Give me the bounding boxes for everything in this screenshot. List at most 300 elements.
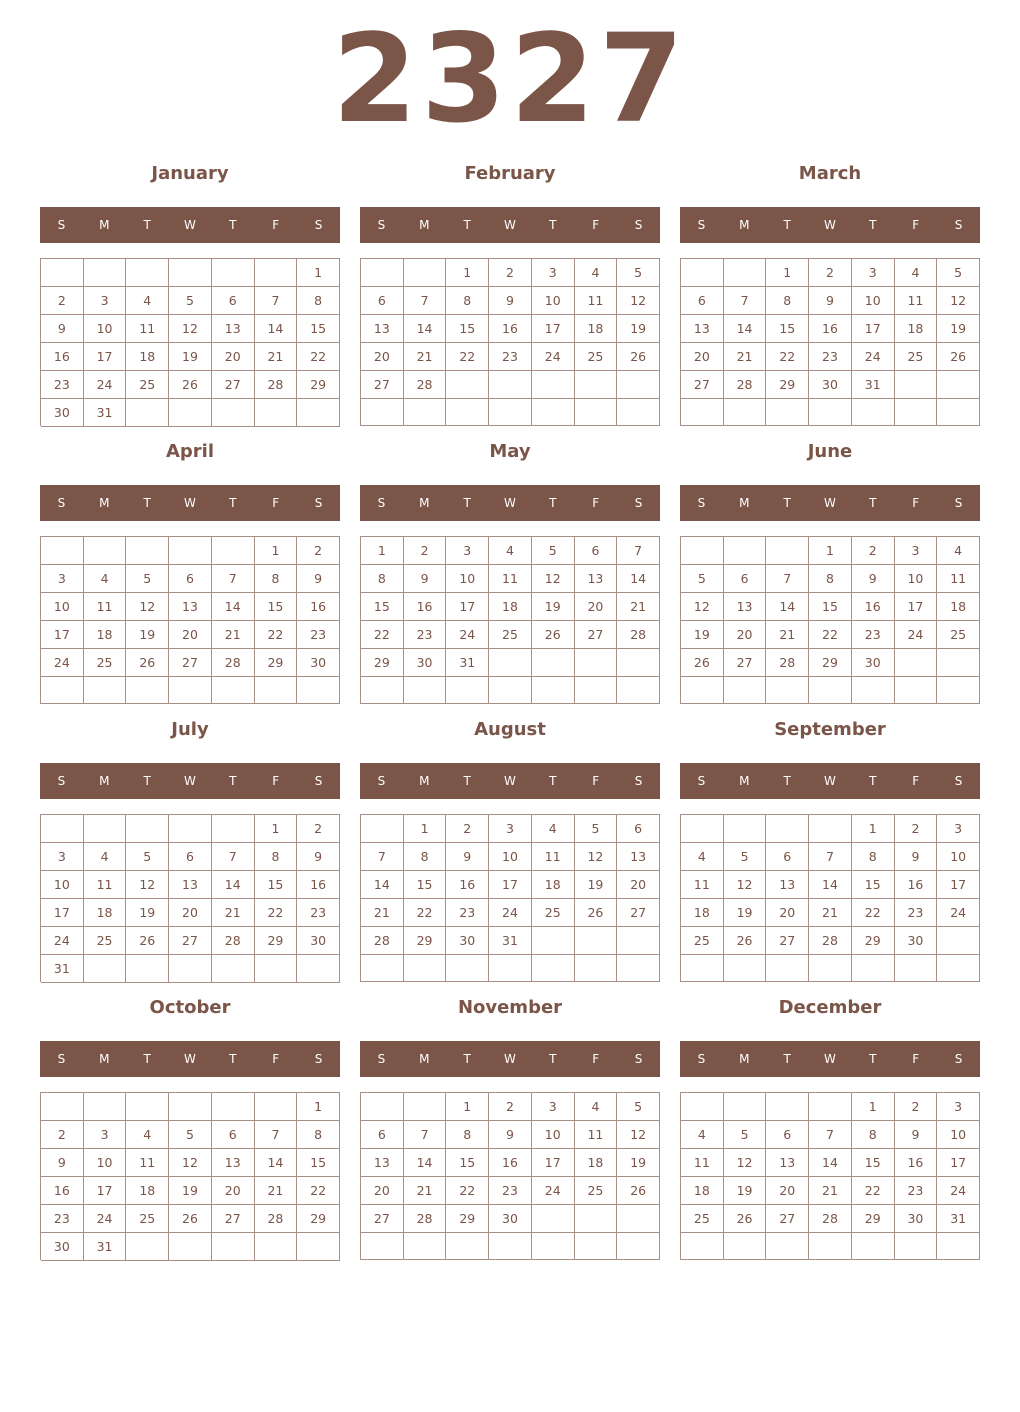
weekday-label: F	[592, 218, 600, 232]
empty-day-cell	[852, 1233, 895, 1260]
day-cell: 16	[41, 1177, 84, 1205]
weekday-label: M	[739, 774, 750, 788]
day-cell: 14	[404, 1149, 447, 1177]
day-cell: 1	[255, 815, 298, 843]
day-cell: 22	[446, 1177, 489, 1205]
day-cell: 19	[937, 315, 980, 343]
day-cell: 26	[532, 621, 575, 649]
day-cell: 8	[404, 843, 447, 871]
day-cell: 6	[617, 815, 660, 843]
day-cell: 1	[404, 815, 447, 843]
day-cell: 2	[809, 259, 852, 287]
day-cell: 20	[169, 899, 212, 927]
day-cell: 14	[809, 871, 852, 899]
day-cell: 9	[895, 1121, 938, 1149]
weekday-label: W	[504, 1052, 516, 1066]
day-cell: 10	[852, 287, 895, 315]
empty-day-cell	[617, 371, 660, 399]
day-cell: 27	[361, 371, 404, 399]
day-cell: 27	[169, 649, 212, 677]
weekday-label: S	[697, 218, 706, 232]
months-grid	[40, 156, 980, 1268]
day-cell: 27	[766, 1205, 809, 1233]
day-cell: 14	[724, 315, 767, 343]
day-cell: 10	[532, 287, 575, 315]
day-cell: 25	[532, 899, 575, 927]
weekday-label: T	[783, 1052, 791, 1066]
day-cell: 26	[681, 649, 724, 677]
day-cell: 13	[361, 1149, 404, 1177]
empty-day-cell	[532, 677, 575, 704]
day-cell: 1	[446, 1093, 489, 1121]
day-cell: 18	[489, 593, 532, 621]
weekday-label: M	[739, 218, 750, 232]
day-cell: 22	[852, 899, 895, 927]
empty-day-cell	[937, 371, 980, 399]
day-cell: 20	[361, 343, 404, 371]
empty-day-cell	[724, 815, 767, 843]
day-cell: 21	[212, 899, 255, 927]
day-cell: 9	[404, 565, 447, 593]
day-cell: 7	[617, 537, 660, 565]
day-cell: 8	[852, 843, 895, 871]
day-cell: 16	[809, 315, 852, 343]
day-cell: 24	[532, 1177, 575, 1205]
weekday-label: W	[504, 496, 516, 510]
day-cell: 18	[937, 593, 980, 621]
day-cell: 9	[41, 1149, 84, 1177]
empty-day-cell	[681, 537, 724, 565]
empty-day-cell	[852, 399, 895, 426]
day-cell: 1	[809, 537, 852, 565]
day-grid	[360, 258, 660, 426]
weekday-header	[40, 1041, 340, 1077]
day-cell: 9	[895, 843, 938, 871]
weekday-label: F	[592, 496, 600, 510]
weekday-header	[680, 207, 980, 243]
day-cell: 13	[766, 871, 809, 899]
empty-day-cell	[169, 259, 212, 287]
day-cell: 31	[489, 927, 532, 955]
day-cell: 23	[489, 1177, 532, 1205]
empty-day-cell	[575, 927, 618, 955]
weekday-label: M	[99, 496, 110, 510]
weekday-label: F	[912, 496, 920, 510]
empty-day-cell	[532, 1233, 575, 1260]
day-cell: 18	[532, 871, 575, 899]
day-cell: 1	[255, 537, 298, 565]
weekday-label: S	[634, 774, 643, 788]
empty-day-cell	[212, 815, 255, 843]
empty-day-cell	[126, 259, 169, 287]
weekday-label: T	[143, 1052, 151, 1066]
weekday-label: M	[99, 774, 110, 788]
empty-day-cell	[84, 259, 127, 287]
month-august	[360, 712, 660, 990]
day-cell: 23	[809, 343, 852, 371]
empty-day-cell	[895, 399, 938, 426]
day-cell: 20	[575, 593, 618, 621]
day-cell: 20	[361, 1177, 404, 1205]
day-cell: 1	[446, 259, 489, 287]
day-cell: 2	[895, 815, 938, 843]
weekday-label: F	[272, 496, 280, 510]
day-cell: 11	[895, 287, 938, 315]
empty-day-cell	[41, 259, 84, 287]
day-cell: 24	[41, 649, 84, 677]
weekday-label: W	[184, 496, 196, 510]
weekday-label: T	[229, 1052, 237, 1066]
empty-day-cell	[169, 815, 212, 843]
day-cell: 14	[212, 593, 255, 621]
day-grid	[40, 1092, 340, 1260]
day-cell: 22	[766, 343, 809, 371]
day-cell: 17	[84, 343, 127, 371]
day-cell: 10	[937, 1121, 980, 1149]
empty-day-cell	[489, 371, 532, 399]
empty-day-cell	[361, 1093, 404, 1121]
empty-day-cell	[361, 1233, 404, 1260]
weekday-label: T	[463, 1052, 471, 1066]
empty-day-cell	[212, 1093, 255, 1121]
empty-day-cell	[937, 1233, 980, 1260]
day-cell: 17	[489, 871, 532, 899]
day-cell: 16	[41, 343, 84, 371]
day-cell: 9	[489, 1121, 532, 1149]
day-cell: 29	[446, 1205, 489, 1233]
day-cell: 29	[255, 649, 298, 677]
weekday-label: T	[549, 218, 557, 232]
empty-day-cell	[895, 371, 938, 399]
day-cell: 4	[895, 259, 938, 287]
weekday-label: M	[739, 1052, 750, 1066]
day-grid	[360, 536, 660, 704]
weekday-label: W	[504, 774, 516, 788]
weekday-label: T	[869, 1052, 877, 1066]
weekday-label: M	[419, 218, 430, 232]
day-cell: 13	[617, 843, 660, 871]
empty-day-cell	[617, 649, 660, 677]
day-cell: 3	[41, 843, 84, 871]
day-cell: 7	[255, 287, 298, 315]
day-cell: 18	[681, 899, 724, 927]
empty-day-cell	[169, 399, 212, 427]
day-cell: 17	[852, 315, 895, 343]
month-name: December	[778, 997, 882, 1018]
day-cell: 28	[809, 927, 852, 955]
day-cell: 14	[255, 1149, 298, 1177]
day-cell: 15	[852, 871, 895, 899]
day-cell: 2	[895, 1093, 938, 1121]
month-april	[40, 434, 340, 712]
empty-day-cell	[681, 399, 724, 426]
empty-day-cell	[724, 677, 767, 704]
empty-day-cell	[84, 537, 127, 565]
day-cell: 25	[937, 621, 980, 649]
empty-day-cell	[126, 537, 169, 565]
empty-day-cell	[169, 677, 212, 704]
day-cell: 2	[446, 815, 489, 843]
day-cell: 24	[852, 343, 895, 371]
day-cell: 11	[681, 1149, 724, 1177]
day-cell: 23	[446, 899, 489, 927]
day-cell: 18	[681, 1177, 724, 1205]
day-cell: 3	[852, 259, 895, 287]
day-cell: 28	[809, 1205, 852, 1233]
empty-day-cell	[126, 1093, 169, 1121]
day-cell: 6	[766, 1121, 809, 1149]
day-cell: 22	[404, 899, 447, 927]
weekday-label: S	[697, 774, 706, 788]
day-cell: 11	[84, 593, 127, 621]
day-cell: 19	[681, 621, 724, 649]
empty-day-cell	[212, 537, 255, 565]
empty-day-cell	[297, 1233, 340, 1261]
day-cell: 24	[895, 621, 938, 649]
empty-day-cell	[532, 927, 575, 955]
day-cell: 17	[937, 871, 980, 899]
year-title: 2327	[332, 8, 688, 150]
day-cell: 13	[169, 871, 212, 899]
day-cell: 24	[937, 899, 980, 927]
empty-day-cell	[937, 927, 980, 955]
weekday-label: M	[419, 774, 430, 788]
day-cell: 22	[446, 343, 489, 371]
day-cell: 8	[297, 1121, 340, 1149]
day-cell: 30	[297, 649, 340, 677]
day-cell: 23	[297, 899, 340, 927]
day-cell: 22	[297, 1177, 340, 1205]
day-cell: 17	[41, 621, 84, 649]
empty-day-cell	[404, 259, 447, 287]
empty-day-cell	[212, 677, 255, 704]
day-cell: 8	[255, 843, 298, 871]
day-cell: 27	[766, 927, 809, 955]
empty-day-cell	[126, 815, 169, 843]
day-cell: 5	[724, 843, 767, 871]
day-cell: 15	[446, 1149, 489, 1177]
weekday-label: S	[57, 496, 66, 510]
empty-day-cell	[617, 927, 660, 955]
empty-day-cell	[126, 399, 169, 427]
day-cell: 14	[255, 315, 298, 343]
weekday-header	[360, 485, 660, 521]
weekday-label: M	[419, 496, 430, 510]
day-cell: 22	[361, 621, 404, 649]
day-cell: 4	[126, 1121, 169, 1149]
month-name: May	[489, 441, 531, 462]
month-name: January	[151, 163, 229, 184]
day-cell: 17	[41, 899, 84, 927]
empty-day-cell	[255, 259, 298, 287]
day-cell: 27	[212, 1205, 255, 1233]
weekday-header	[360, 1041, 660, 1077]
weekday-header	[360, 763, 660, 799]
day-cell: 31	[84, 399, 127, 427]
day-cell: 5	[617, 1093, 660, 1121]
day-cell: 26	[617, 1177, 660, 1205]
empty-day-cell	[532, 371, 575, 399]
empty-day-cell	[895, 649, 938, 677]
weekday-label: T	[783, 496, 791, 510]
day-cell: 29	[852, 927, 895, 955]
day-cell: 19	[724, 899, 767, 927]
empty-day-cell	[489, 1233, 532, 1260]
day-cell: 6	[361, 1121, 404, 1149]
empty-day-cell	[212, 955, 255, 983]
day-cell: 25	[681, 927, 724, 955]
day-cell: 16	[446, 871, 489, 899]
month-name: February	[464, 163, 556, 184]
day-cell: 28	[361, 927, 404, 955]
empty-day-cell	[84, 955, 127, 983]
day-cell: 25	[489, 621, 532, 649]
empty-day-cell	[126, 677, 169, 704]
month-october	[40, 990, 340, 1268]
day-cell: 24	[41, 927, 84, 955]
day-cell: 21	[404, 1177, 447, 1205]
day-cell: 2	[41, 1121, 84, 1149]
month-july	[40, 712, 340, 990]
day-cell: 15	[361, 593, 404, 621]
day-cell: 28	[617, 621, 660, 649]
weekday-label: T	[783, 218, 791, 232]
empty-day-cell	[937, 677, 980, 704]
day-cell: 19	[617, 315, 660, 343]
empty-day-cell	[361, 955, 404, 982]
empty-day-cell	[617, 399, 660, 426]
day-cell: 19	[169, 1177, 212, 1205]
empty-day-cell	[41, 1093, 84, 1121]
day-cell: 22	[255, 621, 298, 649]
day-grid	[360, 1092, 660, 1260]
empty-day-cell	[724, 537, 767, 565]
day-cell: 3	[41, 565, 84, 593]
day-cell: 24	[937, 1177, 980, 1205]
day-grid	[40, 814, 340, 982]
day-cell: 13	[724, 593, 767, 621]
weekday-label: W	[824, 496, 836, 510]
day-cell: 27	[361, 1205, 404, 1233]
empty-day-cell	[489, 399, 532, 426]
weekday-label: S	[314, 218, 323, 232]
day-cell: 11	[84, 871, 127, 899]
day-cell: 1	[361, 537, 404, 565]
empty-day-cell	[169, 1093, 212, 1121]
day-cell: 2	[489, 259, 532, 287]
day-cell: 30	[446, 927, 489, 955]
day-cell: 23	[297, 621, 340, 649]
weekday-header	[680, 763, 980, 799]
day-cell: 20	[212, 343, 255, 371]
empty-day-cell	[41, 815, 84, 843]
empty-day-cell	[361, 259, 404, 287]
day-cell: 4	[126, 287, 169, 315]
empty-day-cell	[446, 1233, 489, 1260]
day-cell: 10	[532, 1121, 575, 1149]
day-cell: 20	[766, 899, 809, 927]
day-cell: 28	[766, 649, 809, 677]
day-cell: 13	[212, 315, 255, 343]
day-cell: 3	[937, 815, 980, 843]
weekday-label: T	[229, 774, 237, 788]
weekday-label: M	[419, 1052, 430, 1066]
day-cell: 12	[169, 1149, 212, 1177]
month-february	[360, 156, 660, 434]
weekday-header	[680, 1041, 980, 1077]
day-cell: 14	[361, 871, 404, 899]
empty-day-cell	[212, 259, 255, 287]
empty-day-cell	[404, 677, 447, 704]
day-cell: 23	[41, 1205, 84, 1233]
day-cell: 23	[895, 899, 938, 927]
day-cell: 24	[489, 899, 532, 927]
day-cell: 21	[404, 343, 447, 371]
day-cell: 5	[617, 259, 660, 287]
empty-day-cell	[297, 677, 340, 704]
empty-day-cell	[532, 399, 575, 426]
weekday-label: S	[57, 218, 66, 232]
day-cell: 21	[724, 343, 767, 371]
empty-day-cell	[575, 649, 618, 677]
weekday-label: T	[869, 774, 877, 788]
empty-day-cell	[617, 1205, 660, 1233]
day-cell: 5	[169, 287, 212, 315]
weekday-header	[360, 207, 660, 243]
month-november	[360, 990, 660, 1268]
day-cell: 15	[297, 315, 340, 343]
weekday-label: T	[463, 218, 471, 232]
empty-day-cell	[404, 1233, 447, 1260]
day-cell: 12	[681, 593, 724, 621]
empty-day-cell	[809, 1233, 852, 1260]
day-cell: 2	[297, 537, 340, 565]
weekday-label: S	[314, 496, 323, 510]
day-cell: 27	[681, 371, 724, 399]
day-cell: 12	[937, 287, 980, 315]
day-cell: 31	[84, 1233, 127, 1261]
weekday-label: W	[504, 218, 516, 232]
day-cell: 2	[41, 287, 84, 315]
empty-day-cell	[169, 955, 212, 983]
day-grid	[680, 1092, 980, 1260]
day-cell: 10	[489, 843, 532, 871]
weekday-label: T	[229, 496, 237, 510]
day-cell: 22	[852, 1177, 895, 1205]
day-cell: 27	[617, 899, 660, 927]
empty-day-cell	[766, 955, 809, 982]
day-cell: 18	[895, 315, 938, 343]
empty-day-cell	[169, 1233, 212, 1261]
month-december	[680, 990, 980, 1268]
empty-day-cell	[575, 399, 618, 426]
day-cell: 8	[852, 1121, 895, 1149]
day-cell: 26	[724, 1205, 767, 1233]
day-cell: 17	[532, 1149, 575, 1177]
empty-day-cell	[84, 677, 127, 704]
day-cell: 22	[809, 621, 852, 649]
day-cell: 21	[361, 899, 404, 927]
day-grid	[680, 814, 980, 982]
day-cell: 11	[532, 843, 575, 871]
day-cell: 25	[895, 343, 938, 371]
day-cell: 28	[255, 1205, 298, 1233]
day-cell: 28	[212, 927, 255, 955]
day-cell: 4	[575, 1093, 618, 1121]
weekday-label: F	[912, 218, 920, 232]
day-cell: 13	[766, 1149, 809, 1177]
day-cell: 1	[852, 1093, 895, 1121]
